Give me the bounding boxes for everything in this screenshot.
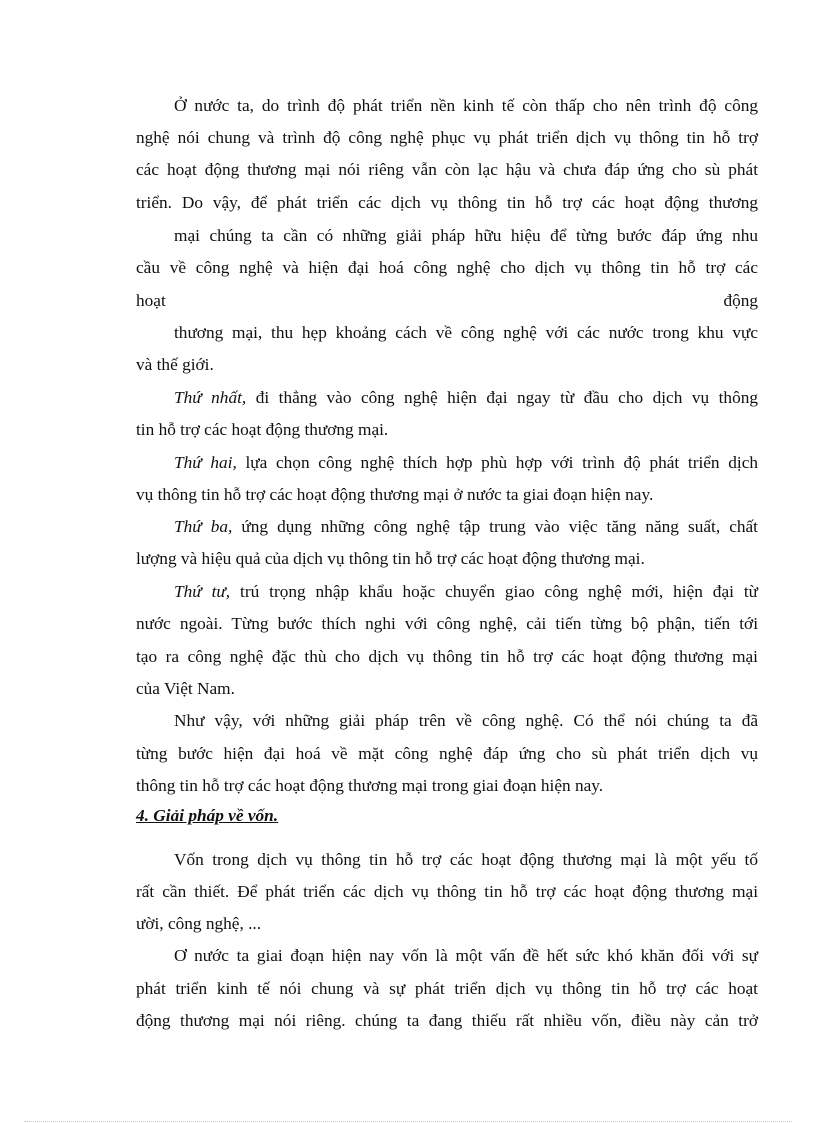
page-bottom-border	[24, 1121, 792, 1122]
final-line: động thương mại nói riêng. chúng ta đang thiếu rất nhiều vốn, điều này cản trở	[136, 1011, 758, 1030]
solution-4-line: của Việt Nam.	[136, 679, 235, 698]
solution-lead: Thứ tư,	[174, 582, 231, 601]
conclusion-line: thông tin hỗ trợ các hoạt động thương mại trong giai đoạn hiện nay.	[136, 776, 604, 795]
paragraph-line: thương mại, thu hẹp khoảng cách về công nghệ với các nước trong khu vực	[174, 323, 758, 342]
solution-3-line: Thứ ba, ứng dụng những công nghệ tập trung vào việc tăng năng suất, chất	[174, 517, 758, 536]
capital-line: Vốn trong dịch vụ thông tin hỗ trợ các hoạt động thương mại là một yếu tố	[174, 850, 758, 869]
paragraph-line: các hoạt động thương mại nói riêng vẫn còn lạc hậu và chưa đáp ứng cho sù phát	[136, 160, 758, 179]
solution-4-line: Thứ tư, trú trọng nhập khẩu hoặc chuyển giao công nghệ mới, hiện đại từ	[174, 582, 758, 601]
solution-4-line: nước ngoài. Từng bước thích nghi với công nghệ, cải tiến từng bộ phận, tiến tới	[136, 614, 758, 633]
paragraph-line: Ở nước ta, do trình độ phát triển nền kinh tế còn thấp cho nên trình độ công	[174, 96, 758, 115]
paragraph-line: nghệ nói chung và trình độ công nghệ phục vụ phát triển dịch vụ thông tin hỗ trợ	[136, 128, 758, 147]
paragraph-line: mại chúng ta cần có những giải pháp hữu hiệu để từng bước đáp ứng nhu	[174, 226, 758, 245]
paragraph-line: triển. Do vậy, để phát triển các dịch vụ thông tin hỗ trợ các hoạt động thương	[136, 193, 758, 212]
conclusion-line: Như vậy, với những giải pháp trên về công nghệ. Có thể nói chúng ta đã	[174, 711, 758, 730]
conclusion-line: từng bước hiện đại hoá về mặt công nghệ đáp ứng cho sù phát triển dịch vụ	[136, 744, 758, 763]
split-right-word: động	[723, 291, 758, 310]
solution-2-line: vụ thông tin hỗ trợ các hoạt động thương mại ở nước ta giai đoạn hiện nay.	[136, 485, 654, 504]
solution-4-line: tạo ra công nghệ đặc thù cho dịch vụ thông tin hỗ trợ các hoạt động thương mại	[136, 647, 758, 666]
split-left-word: hoạt	[136, 291, 166, 310]
paragraph-line: cầu về công nghệ và hiện đại hoá công nghệ cho dịch vụ thông tin hỗ trợ các	[136, 258, 758, 277]
final-line: phát triển kinh tế nói chung và sự phát triển dịch vụ thông tin hỗ trợ các hoạt	[136, 979, 758, 998]
solution-lead: Thứ ba,	[174, 517, 233, 536]
solution-2-line: Thứ hai, lựa chọn công nghệ thích hợp phù hợp với trình độ phát triển dịch	[174, 453, 759, 472]
solution-3-line: lượng và hiệu quả của dịch vụ thông tin hỗ trợ các hoạt động thương mại.	[136, 549, 645, 568]
final-line: Ơ nước ta giai đoạn hiện nay vốn là một vấn đề hết sức khó khăn đối với sự	[174, 946, 758, 965]
solution-lead: Thứ hai,	[174, 453, 237, 472]
solution-1-line: Thứ nhất, đi thẳng vào công nghệ hiện đại ngay từ đầu cho dịch vụ thông	[174, 388, 758, 407]
paragraph-line: và thế giới.	[136, 355, 214, 374]
paragraph-split-line	[136, 289, 758, 313]
solution-lead: Thứ nhất,	[174, 388, 247, 407]
capital-line: ười, công nghệ, ...	[136, 914, 262, 933]
section-heading: 4. Giải pháp về vốn.	[136, 806, 279, 825]
solution-1-line: tin hỗ trợ các hoạt động thương mại.	[136, 420, 389, 439]
capital-line: rất cần thiết. Để phát triển các dịch vụ thông tin hỗ trợ các hoạt động thương mại	[136, 882, 758, 901]
